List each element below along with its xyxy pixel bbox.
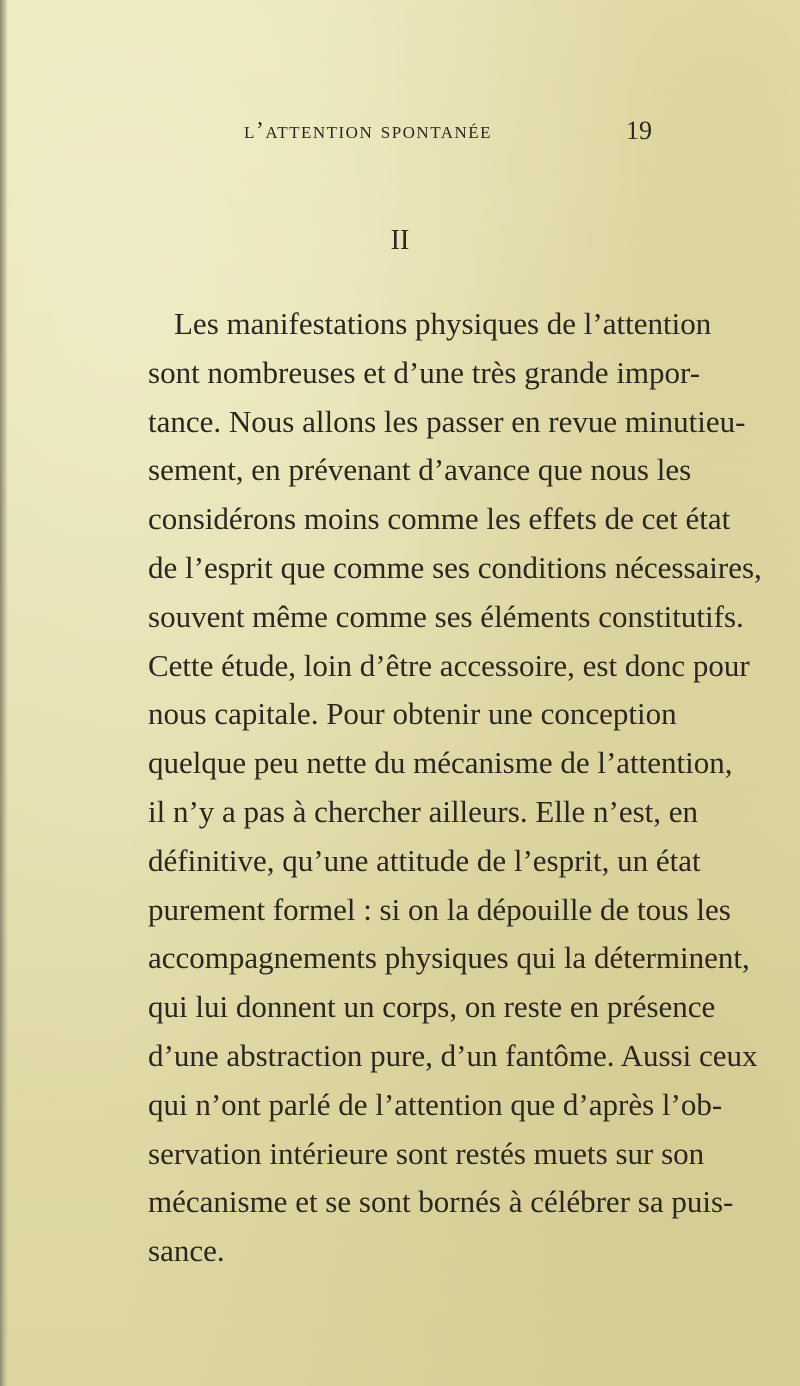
text-line: Cette étude, loin d’être accessoire, est donc pour <box>148 647 750 683</box>
text-line: souvent même comme ses éléments constitutifs. <box>148 598 744 634</box>
text-line: tance. Nous allons les passer en revue minutieu- <box>148 403 746 439</box>
text-line: purement formel : si on la dépouille de tous les <box>148 891 731 927</box>
text-line: il n’y a pas à chercher ailleurs. Elle n’est, en <box>148 793 699 829</box>
text-line: qui lui donnent un corps, on reste en présence <box>148 989 716 1025</box>
text-line: mécanisme et se sont bornés à célébrer sa puis- <box>148 1184 734 1220</box>
text-line: nous capitale. Pour obtenir une conception <box>148 696 677 732</box>
text-line: sement, en prévenant d’avance que nous les <box>148 452 692 488</box>
text-line: accompagnements physiques qui la déterminent, <box>148 940 750 976</box>
text-line: d’une abstraction pure, d’un fantôme. Aussi ceux <box>148 1037 758 1073</box>
text-line: définitive, qu’une attitude de l’esprit, un état <box>148 842 701 878</box>
text-line: de l’esprit que comme ses conditions nécessaires, <box>148 549 762 585</box>
text-line: sont nombreuses et d’une très grande impor- <box>148 354 701 390</box>
page-edge-shadow <box>0 0 8 1386</box>
body-paragraph <box>148 300 762 1276</box>
text-line: qui n’ont parlé de l’attention que d’après l’ob- <box>148 1086 723 1122</box>
running-head-title: l’attention spontanée <box>243 118 493 144</box>
text-line: considérons moins comme les effets de cet état <box>148 501 731 537</box>
running-head <box>0 116 800 146</box>
page-number: 19 <box>626 116 652 145</box>
text-line: servation intérieure sont restés muets sur son <box>148 1135 705 1171</box>
section-number: II <box>390 225 410 256</box>
text-line: sance. <box>148 1233 225 1269</box>
text-line: quelque peu nette du mécanisme de l’attention, <box>148 745 733 781</box>
text-line: Les manifestations physiques de l’attention <box>174 306 712 341</box>
